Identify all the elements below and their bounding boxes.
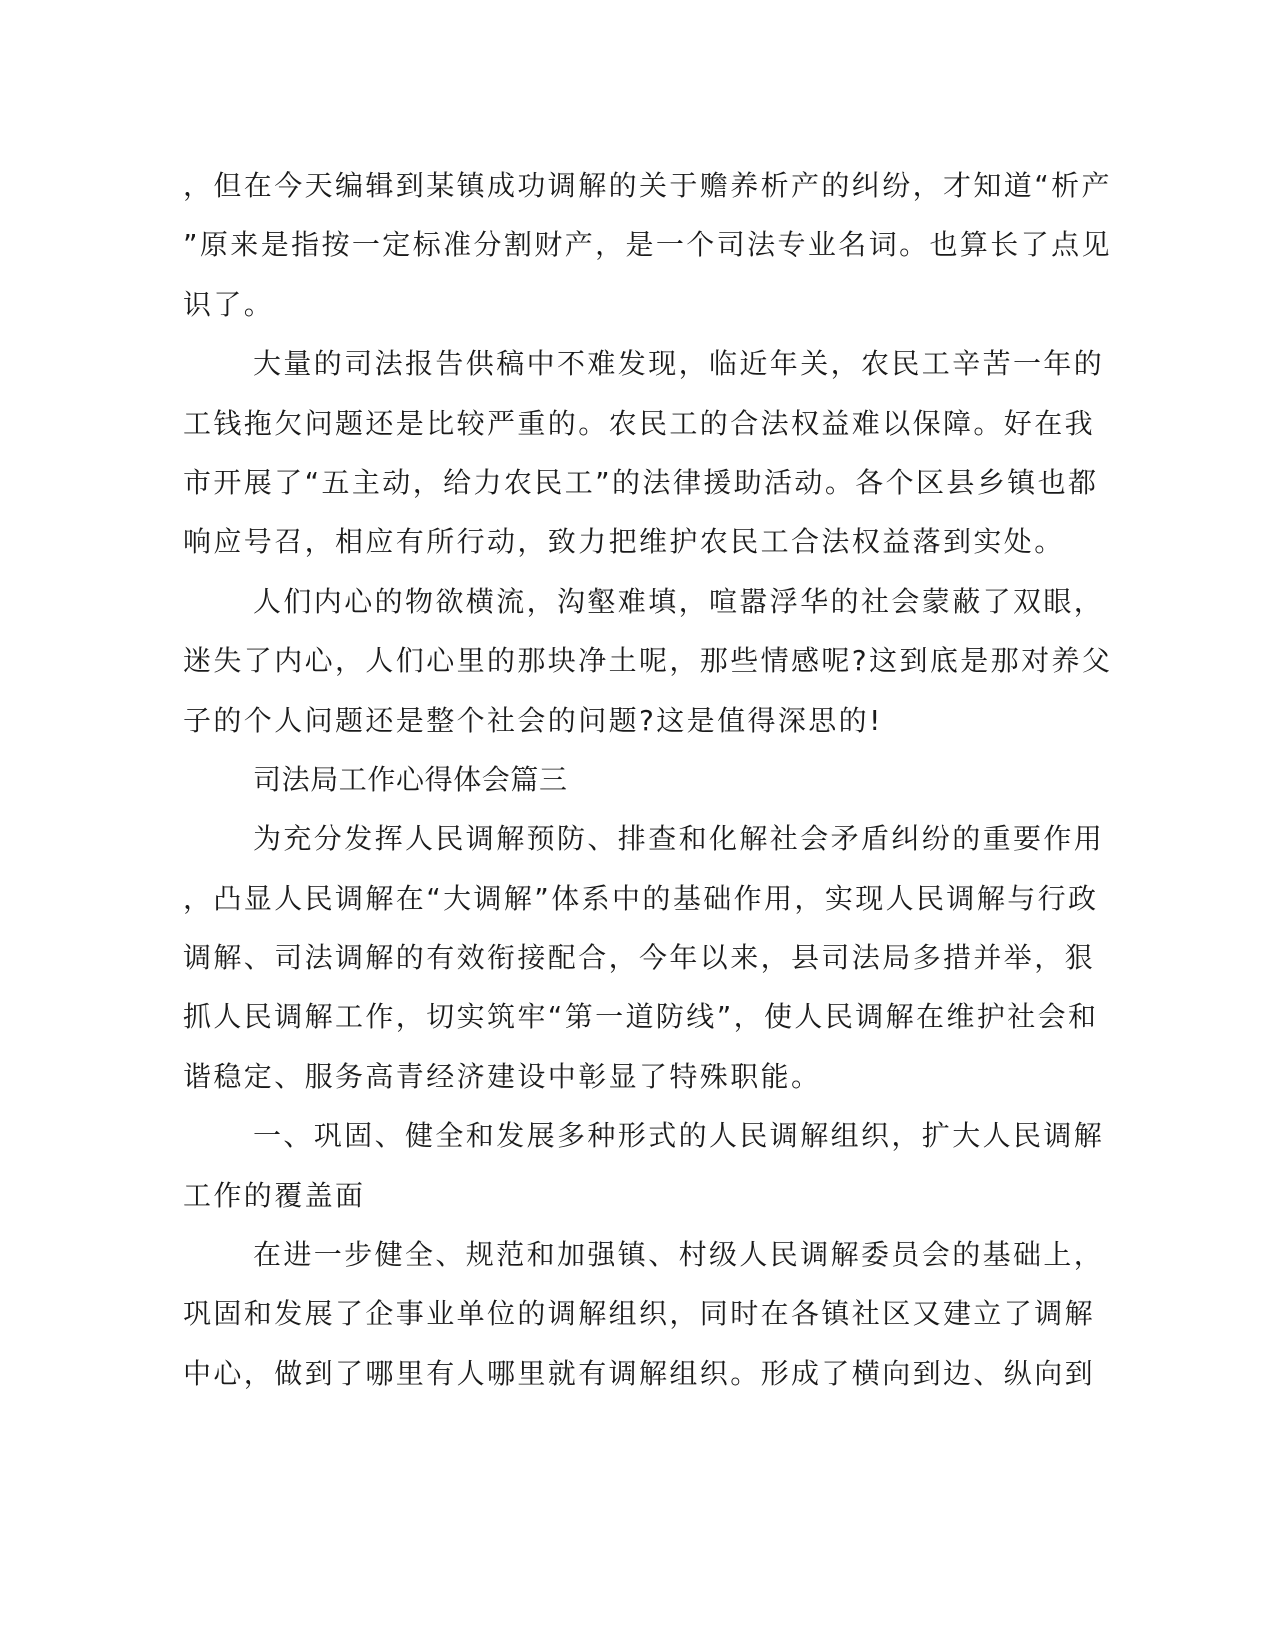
text-line: ”原来是指按一定标准分割财产，是一个司法专业名词。也算长了点见 <box>183 228 1112 262</box>
paragraph-first-line: 在进一步健全、规范和加强镇、村级人民调解委员会的基础上， <box>253 1238 1105 1272</box>
text-line: 工作的覆盖面 <box>183 1178 366 1212</box>
text-line: 工钱拖欠问题还是比较严重的。农民工的合法权益难以保障。好在我 <box>183 406 1096 440</box>
paragraph-first-line: 为充分发挥人民调解预防、排查和化解社会矛盾纠纷的重要作用 <box>253 822 1105 856</box>
text-line: 识了。 <box>183 287 275 321</box>
text-line: 响应号召，相应有所行动，致力把维护农民工合法权益落到实处。 <box>183 525 1065 559</box>
text-line: 迷失了内心，人们心里的那块净土呢，那些情感呢?这到底是那对养父 <box>183 644 1113 678</box>
text-line: ，但在今天编辑到某镇成功调解的关于赡养析产的纠纷，才知道“析产 <box>183 169 1112 202</box>
document-body <box>183 156 1113 1403</box>
text-line: 抓人民调解工作，切实筑牢“第一道防线”，使人民调解在维护社会和 <box>183 1000 1099 1034</box>
text-line: ，凸显人民调解在“大调解”体系中的基础作用，实现人民调解与行政 <box>183 881 1099 915</box>
text-line: 中心，做到了哪里有人哪里就有调解组织。形成了横向到边、纵向到 <box>183 1356 1096 1390</box>
text-line: 巩固和发展了企事业单位的调解组织，同时在各镇社区又建立了调解 <box>183 1297 1096 1331</box>
section-heading: 司法局工作心得体会篇三 <box>253 762 568 796</box>
paragraph-first-line: 大量的司法报告供稿中不难发现，临近年关，农民工辛苦一年的 <box>253 347 1105 381</box>
text-line: 调解、司法调解的有效衔接配合，今年以来，县司法局多措并举，狠 <box>183 941 1096 975</box>
paragraph-first-line: 人们内心的物欲横流，沟壑难填，喧嚣浮华的社会蒙蔽了双眼， <box>253 584 1105 618</box>
text-line: 市开展了“五主动，给力农民工”的法律援助活动。各个区县乡镇也都 <box>183 465 1099 499</box>
text-line: 子的个人问题还是整个社会的问题?这是值得深思的! <box>183 703 883 737</box>
paragraph-first-line: 一、巩固、健全和发展多种形式的人民调解组织，扩大人民调解 <box>253 1119 1105 1153</box>
text-line: 谐稳定、服务高青经济建设中彰显了特殊职能。 <box>183 1059 822 1093</box>
